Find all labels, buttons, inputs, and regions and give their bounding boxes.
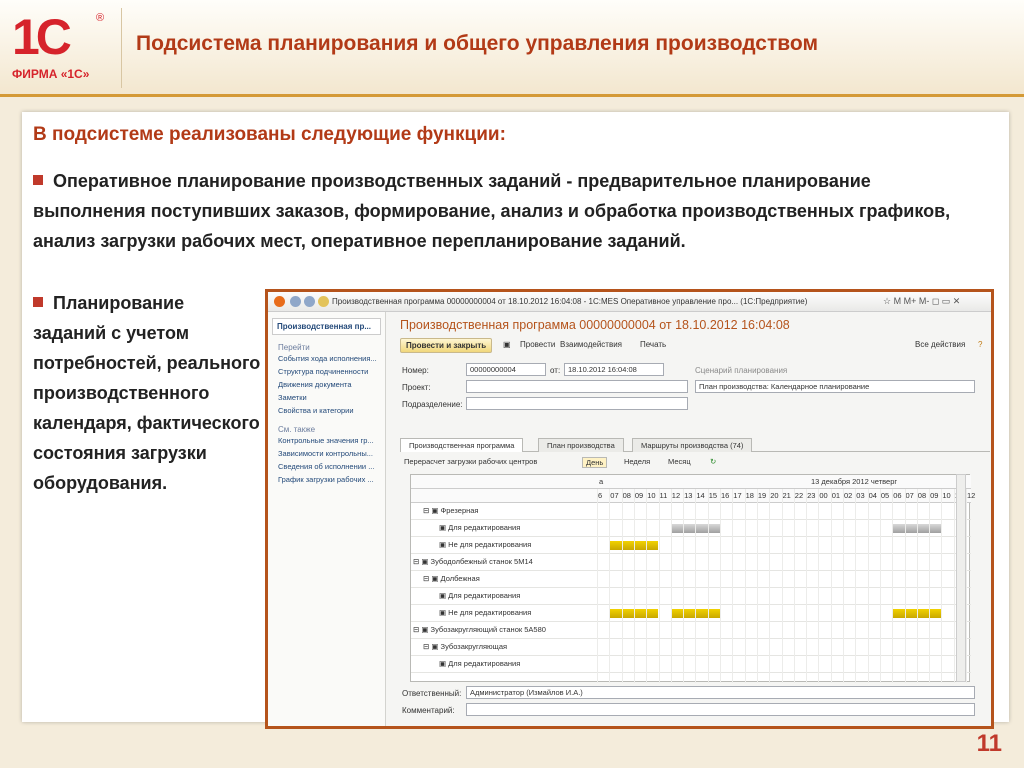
gantt-gridline — [659, 489, 660, 683]
gantt-gridline — [941, 489, 942, 683]
gantt-hour-label: 08 — [917, 491, 927, 500]
scenario-label: Сценарий планирования — [695, 366, 788, 375]
project-label: Проект: — [402, 383, 431, 392]
gantt-row-label: ▣ Для редактирования — [439, 659, 521, 668]
gantt-hour-label: 19 — [757, 491, 767, 500]
gantt-gridline — [683, 489, 684, 683]
gantt-hour-label: 18 — [745, 491, 754, 500]
post-and-close-button[interactable]: Провести и закрыть — [400, 338, 492, 353]
sidebar-item-selected[interactable]: Производственная пр... — [272, 318, 381, 335]
number-label: Номер: — [402, 366, 429, 375]
gantt-gridline — [966, 489, 967, 683]
gantt-hour-label: 04 — [868, 491, 877, 500]
sidebar-link[interactable]: Контрольные значения гр... — [278, 436, 374, 445]
gantt-hour-label: 16 — [721, 491, 730, 500]
gantt-row[interactable] — [411, 605, 971, 622]
sidebar-link[interactable]: Сведения об исполнении ... — [278, 462, 375, 471]
gantt-date-label: 13 декабря 2012 четверг — [811, 477, 898, 486]
interactions-button[interactable]: Взаимодействия — [560, 340, 622, 349]
window-title: Производственная программа 00000000004 от 18.10.2012 16:04:08 - 1С:MES Оперативное управление про... (1С:Предприятие) — [332, 297, 808, 306]
app-icon — [274, 296, 285, 307]
gantt-row-label: ⊟ ▣ Зубодолбежный станок 5М14 — [413, 557, 533, 566]
tab-production-plan[interactable]: План производства — [538, 438, 624, 452]
company-logo: 1С ® ФИРМА «1С» — [12, 9, 105, 81]
division-label: Подразделение: — [402, 400, 463, 409]
all-actions-menu[interactable]: Все действия — [915, 340, 966, 349]
tab-production-program[interactable]: Производственная программа — [400, 438, 523, 452]
bullet-operational-planning: Оперативное планирование производственных заданий - предварительное планирование выполнения поступивших заказов, формирование, анализ и обработка производственных графиков, анализ загрузки рабочих мест, оперативное перепланирование заданий. — [33, 171, 951, 251]
gantt-gridline — [806, 489, 807, 683]
gantt-gridline — [634, 489, 635, 683]
help-icon[interactable]: ? — [978, 340, 983, 349]
bullet-task-planning: Планирование заданий с учетом потребностей, реального производственного календаря, фактического состояния загрузки оборудования. — [33, 293, 261, 493]
gantt-hour-label: 07 — [905, 491, 914, 500]
window-controls[interactable]: ☆ M M+ M- ◻ ▭ ✕ — [883, 296, 961, 306]
gantt-hour-label: 08 — [622, 491, 631, 500]
gantt-hour-label: 20 — [770, 491, 779, 500]
gantt-gridline — [597, 489, 598, 683]
gantt-hour-label: 01 — [831, 491, 841, 500]
sidebar-heading-go: Перейти — [278, 343, 310, 352]
gantt-gridline — [769, 489, 770, 683]
tab-production-routes[interactable]: Маршруты производства (74) — [632, 438, 752, 452]
gantt-row[interactable] — [411, 656, 971, 673]
gantt-row[interactable] — [411, 622, 971, 639]
gantt-hour-label: 05 — [880, 491, 890, 500]
form-tabs — [400, 438, 990, 452]
page-number: 11 — [976, 730, 1002, 757]
sidebar-link[interactable]: Структура подчиненности — [278, 367, 369, 376]
gantt-hour-label: 00 — [819, 491, 828, 500]
gantt-hour-label: 6 — [598, 491, 603, 500]
gantt-hour-label: 10 — [942, 491, 951, 500]
responsible-field[interactable]: Администратор (Измайлов И.А.) — [466, 686, 975, 699]
comment-label: Комментарий: — [402, 706, 455, 715]
project-field[interactable] — [466, 380, 688, 393]
gantt-gridline — [929, 489, 930, 683]
gantt-gridline — [868, 489, 869, 683]
sidebar-link[interactable]: События хода исполнения... — [278, 354, 377, 363]
gantt-gridline — [954, 489, 955, 683]
week-button[interactable]: Неделя — [624, 457, 651, 466]
sidebar-link[interactable]: Заметки — [278, 393, 307, 402]
number-field[interactable]: 00000000004 — [466, 363, 546, 376]
gantt-row-label: ⊟ ▣ Зубозакругляющая — [423, 642, 508, 651]
gantt-hours-header — [411, 489, 976, 503]
gantt-gridline — [622, 489, 623, 683]
app-window-screenshot — [265, 289, 994, 729]
gantt-date-header: a 13 декабря 2012 четверг — [411, 475, 971, 489]
gantt-hour-label: 22 — [794, 491, 804, 500]
back-icon[interactable] — [290, 296, 301, 307]
sidebar-link[interactable]: Свойства и категории — [278, 406, 354, 415]
gantt-gridline — [609, 489, 610, 683]
gantt-hour-label: 02 — [844, 491, 853, 500]
gantt-row[interactable] — [411, 639, 971, 656]
gantt-gridline — [818, 489, 819, 683]
gantt-hour-label: 13 — [684, 491, 693, 500]
gantt-gridline — [695, 489, 696, 683]
month-button[interactable]: Месяц — [668, 457, 691, 466]
save-icon[interactable]: ▣ — [503, 340, 511, 349]
gantt-row-label: ⊟ ▣ Зубозакругляющий станок 5А580 — [413, 625, 546, 634]
form-toolbar — [400, 337, 990, 355]
print-button[interactable]: Печать — [640, 340, 667, 349]
gantt-gridline — [917, 489, 918, 683]
gantt-hour-label: 12 — [671, 491, 681, 500]
gantt-hour-label: 11 — [659, 491, 668, 500]
sidebar-link[interactable]: График загрузки рабочих ... — [278, 475, 374, 484]
gantt-row[interactable] — [411, 554, 971, 571]
gantt-gridline — [892, 489, 893, 683]
document-form — [390, 312, 994, 726]
day-button[interactable]: День — [582, 457, 607, 468]
date-label: от: — [550, 366, 561, 375]
gantt-row[interactable] — [411, 588, 971, 605]
gantt-gridline — [671, 489, 672, 683]
sidebar-link[interactable]: Движения документа — [278, 380, 352, 389]
gantt-gridline — [732, 489, 733, 683]
sidebar-heading-see-also: См. также — [278, 425, 316, 434]
gantt-gridline — [782, 489, 783, 683]
gantt-row-label: ⊟ ▣ Долбежная — [423, 574, 480, 583]
document-title: Производственная программа 00000000004 от 18.10.2012 16:04:08 — [400, 318, 790, 332]
gantt-hour-label: 15 — [708, 491, 718, 500]
nav-sidebar — [268, 312, 386, 726]
header-divider — [121, 8, 122, 88]
gantt-gridline — [646, 489, 647, 683]
gantt-gridline — [720, 489, 721, 683]
responsible-label: Ответственный: — [402, 689, 462, 698]
division-field[interactable] — [466, 397, 688, 410]
bullet-icon — [33, 175, 43, 185]
gantt-gridline — [855, 489, 856, 683]
gantt-row[interactable] — [411, 503, 971, 520]
gantt-gridline — [708, 489, 709, 683]
forward-icon[interactable] — [304, 296, 315, 307]
gantt-row[interactable] — [411, 571, 971, 588]
gantt-hour-label: 09 — [930, 491, 939, 500]
scenario-field[interactable]: План производства: Календарное планирование — [695, 380, 975, 393]
gantt-hour-label: 17 — [733, 491, 742, 500]
gantt-row[interactable] — [411, 520, 971, 537]
gantt-hour-label: 12 — [967, 491, 976, 500]
gantt-gridline — [905, 489, 906, 683]
sidebar-link[interactable]: Зависимости контрольны... — [278, 449, 373, 458]
gantt-row-label: ▣ Для редактирования — [439, 591, 521, 600]
window-titlebar — [268, 292, 991, 312]
gantt-row[interactable] — [411, 537, 971, 554]
gantt-row-label: ▣ Не для редактирования — [439, 540, 532, 549]
gantt-row-label: ▣ Не для редактирования — [439, 608, 532, 617]
gantt-row-label: ⊟ ▣ Фрезерная — [423, 506, 479, 515]
content-heading: В подсистеме реализованы следующие функции: — [33, 124, 506, 145]
slide-title: Подсистема планирования и общего управления производством — [136, 32, 818, 55]
gantt-hour-label: 03 — [856, 491, 865, 500]
comment-field[interactable] — [466, 703, 975, 716]
gantt-hour-label: 06 — [893, 491, 902, 500]
gantt-gridline — [880, 489, 881, 683]
refresh-icon[interactable]: ↻ — [710, 457, 717, 466]
gantt-gridline — [757, 489, 758, 683]
gantt-chart — [410, 474, 976, 682]
favorite-icon[interactable] — [318, 296, 329, 307]
gantt-hour-label: 07 — [610, 491, 619, 500]
gantt-scrollbar[interactable] — [956, 474, 966, 682]
gantt-toolbar — [404, 456, 994, 470]
recalc-button[interactable]: Перерасчет загрузки рабочих центров — [404, 457, 538, 466]
bullet-icon — [33, 297, 43, 307]
slide-header — [0, 0, 1024, 97]
gantt-gridline — [843, 489, 844, 683]
gantt-gridline — [794, 489, 795, 683]
gantt-hour-label: 14 — [696, 491, 705, 500]
gantt-gridline — [745, 489, 746, 683]
gantt-hour-label: 23 — [807, 491, 816, 500]
post-button[interactable]: Провести — [520, 340, 556, 349]
date-field[interactable]: 18.10.2012 16:04:08 — [564, 363, 664, 376]
gantt-hour-label: 09 — [634, 491, 644, 500]
gantt-gridline — [831, 489, 832, 683]
gantt-hour-label: 21 — [782, 491, 791, 500]
gantt-row-label: ▣ Для редактирования — [439, 523, 521, 532]
gantt-hour-label: 10 — [647, 491, 656, 500]
